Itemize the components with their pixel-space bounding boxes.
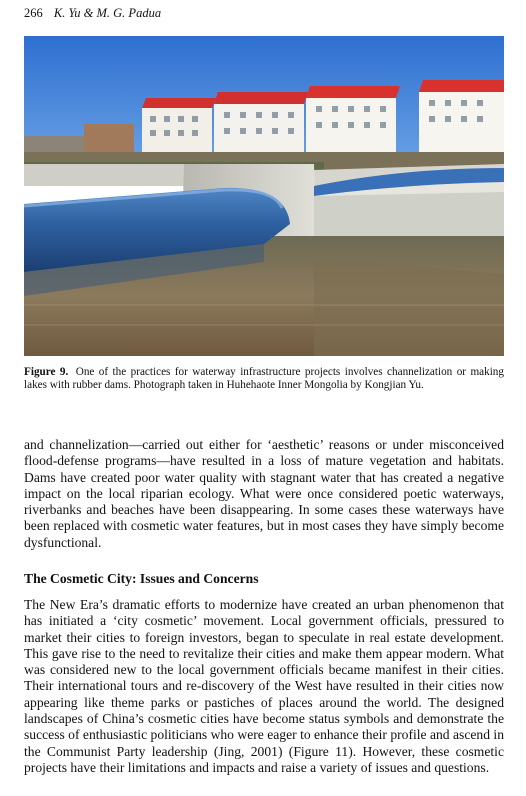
figure-caption-text: One of the practices for waterway infrastructure projects involves channelization or making lakes with rubber dams. Photograph taken in Huhehaote Inner Mongolia by Kongjian Yu. xyxy=(24,366,504,392)
section-heading: The Cosmetic City: Issues and Concerns xyxy=(24,571,259,586)
page-number: 266 xyxy=(24,6,43,20)
figure-label: Figure 9. xyxy=(24,366,69,378)
body-paragraph-1: and channelization—carried out either for ‘aesthetic’ reasons or under misconceived flood-defense programs—have resulted in a loss of mature vegetation and habitats. Dams have created poor water quality with stagnant water that has created a negative impact on the local riparian ecology. What were once considered poetic waterways, riverbanks and beaches have been disappearing. In some cases these waterways have been replaced with cosmetic water features, but in most cases they have simply become dysfunctional. xyxy=(24,437,504,550)
body-paragraph-2: The New Era’s dramatic efforts to modernize have created an urban phenomenon that has initiated a ‘city cosmetic’ movement. Local government officials, pressured to market their cities to foreign investors, began to speculate in real estate development. This gave rise to the need to revitalize their cities and make them appear modern. What was considered new to the local government officials became manifest in their cities. Their international tours and re-discovery of the West have resulted in their cities now appearing like theme parks or pastiches of places around the world. The designed landscapes of China’s cosmetic cities have become status symbols and demonstrate the success of enthusiastic politicians who were eager to enhance their profile and ascend in the Communist Party leadership (Jing, 2001) (Figure 11). However, these cosmetic projects have their limitations and impacts and raise a variety of issues and questions. xyxy=(24,597,504,775)
figure-photo xyxy=(24,36,504,356)
running-authors: K. Yu & M. G. Padua xyxy=(53,6,162,20)
figure-caption xyxy=(24,366,504,392)
running-header xyxy=(24,6,161,21)
